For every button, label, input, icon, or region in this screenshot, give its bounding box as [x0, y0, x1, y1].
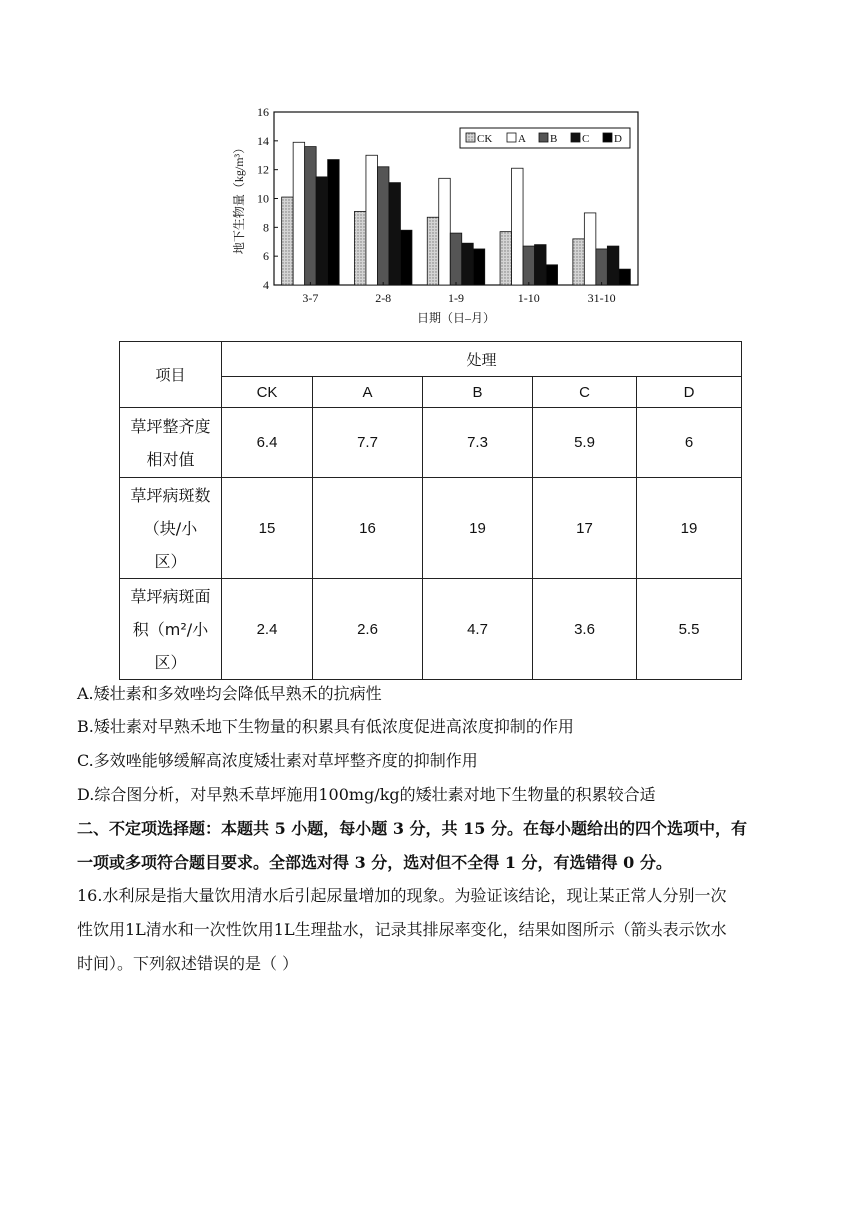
row-label: 草坪病斑面 积（m²/小 区）	[120, 579, 222, 680]
bar-C-3-7	[316, 177, 328, 285]
x-tick-label: 31-10	[587, 291, 616, 305]
bar-B-3-7	[305, 147, 317, 285]
legend-swatch-A	[507, 133, 516, 142]
table-cell: 2.4	[222, 579, 313, 680]
col-header: CK	[222, 377, 313, 408]
table-cell: 17	[533, 478, 637, 579]
bar-D-31-10	[619, 269, 631, 285]
bar-C-1-10	[535, 245, 547, 285]
table-row	[120, 579, 742, 680]
chart-legend	[460, 128, 630, 148]
y-tick-label: 6	[263, 249, 269, 264]
bar-D-1-9	[473, 249, 485, 285]
question-16-line2: 性饮用1L清水和一次性饮用1L生理盐水，记录其排尿率变化，结果如图所示（箭头表示饮水	[77, 920, 727, 939]
y-tick-label: 4	[263, 278, 269, 292]
table-cell: 6	[637, 408, 742, 478]
bar-CK-1-9	[427, 217, 439, 285]
legend-label-A: A	[518, 133, 526, 145]
bar-A-2-8	[366, 155, 378, 285]
bar-A-1-9	[439, 178, 451, 285]
option-b: B.矮壮素对早熟禾地下生物量的积累具有低浓度促进高浓度抑制的作用	[77, 717, 574, 736]
table-cell: 7.3	[423, 408, 533, 478]
table-cell: 16	[313, 478, 423, 579]
bar-D-2-8	[400, 230, 412, 285]
bars-group	[282, 142, 631, 285]
bar-C-2-8	[389, 183, 401, 285]
question-16-line3: 时间）。下列叙述错误的是（ ）	[77, 954, 299, 973]
col-header: C	[533, 377, 637, 408]
bar-B-31-10	[596, 249, 608, 285]
bar-B-1-10	[523, 246, 535, 285]
bar-CK-3-7	[282, 197, 294, 285]
x-tick-label: 1-10	[517, 291, 540, 305]
bar-C-31-10	[607, 246, 619, 285]
option-c: C.多效唑能够缓解高浓度矮壮素对草坪整齐度的抑制作用	[77, 751, 478, 770]
bar-D-3-7	[328, 160, 340, 285]
bar-B-1-9	[450, 233, 462, 285]
bar-A-3-7	[293, 142, 305, 285]
table-cell: 15	[222, 478, 313, 579]
x-tick-label: 3-7	[302, 291, 319, 305]
col-header: A	[313, 377, 423, 408]
section-heading-line1: 二、不定项选择题：本题共 5 小题，每小题 3 分，共 15 分。在每小题给出的四个选项中，有	[77, 819, 747, 838]
bar-CK-2-8	[354, 211, 366, 285]
bar-A-1-10	[512, 168, 524, 285]
y-tick-label: 12	[257, 162, 269, 177]
legend-label-B: B	[550, 133, 558, 145]
legend-label-CK: CK	[477, 133, 493, 145]
bar-D-1-10	[546, 265, 558, 285]
y-tick-label: 8	[263, 220, 269, 235]
y-axis-label: 地下生物量（kg/m³）	[232, 141, 246, 255]
table-cell: 3.6	[533, 579, 637, 680]
legend-swatch-CK	[466, 133, 475, 142]
row-label: 草坪病斑数 （块/小 区）	[120, 478, 222, 579]
row-label: 草坪整齐度 相对值	[120, 408, 222, 478]
legend-swatch-B	[539, 133, 548, 142]
treatment-table	[119, 341, 742, 680]
y-tick-label: 10	[257, 191, 269, 206]
option-d: D.综合图分析，对早熟禾草坪施用100mg/kg的矮壮素对地下生物量的积累较合适	[77, 785, 656, 804]
y-axis	[257, 105, 278, 292]
x-tick-label: 1-9	[448, 291, 464, 305]
section-heading-line2: 一项或多项符合题目要求。全部选对得 3 分，选对但不全得 1 分，有选错得 0 分。	[77, 853, 672, 872]
option-a: A.矮壮素和多效唑均会降低早熟禾的抗病性	[77, 684, 382, 703]
col-header: D	[637, 377, 742, 408]
table-cell: 19	[423, 478, 533, 579]
header-item: 项目	[120, 342, 222, 408]
table-cell: 5.5	[637, 579, 742, 680]
table-cell: 4.7	[423, 579, 533, 680]
table-row	[120, 478, 742, 579]
biomass-bar-chart	[228, 100, 648, 332]
table-cell: 5.9	[533, 408, 637, 478]
table-cell: 2.6	[313, 579, 423, 680]
legend-swatch-C	[571, 133, 580, 142]
bar-CK-31-10	[573, 239, 585, 285]
y-tick-label: 14	[257, 133, 269, 148]
col-header: B	[423, 377, 533, 408]
bar-B-2-8	[377, 167, 389, 285]
legend-label-D: D	[614, 133, 622, 145]
bar-A-31-10	[584, 213, 596, 285]
header-treatment: 处理	[222, 342, 742, 377]
table-cell: 19	[637, 478, 742, 579]
table-row	[120, 408, 742, 478]
bar-C-1-9	[462, 243, 474, 285]
y-tick-label: 16	[257, 105, 269, 119]
legend-swatch-D	[603, 133, 612, 142]
table-cell: 7.7	[313, 408, 423, 478]
question-16-line1: 16.水利尿是指大量饮用清水后引起尿量增加的现象。为验证该结论，现让某正常人分别一次	[77, 886, 727, 905]
bar-CK-1-10	[500, 232, 512, 285]
x-axis-label: 日期（日–月）	[416, 311, 496, 325]
table-cell: 6.4	[222, 408, 313, 478]
legend-label-C: C	[582, 133, 590, 145]
x-tick-label: 2-8	[375, 291, 392, 305]
